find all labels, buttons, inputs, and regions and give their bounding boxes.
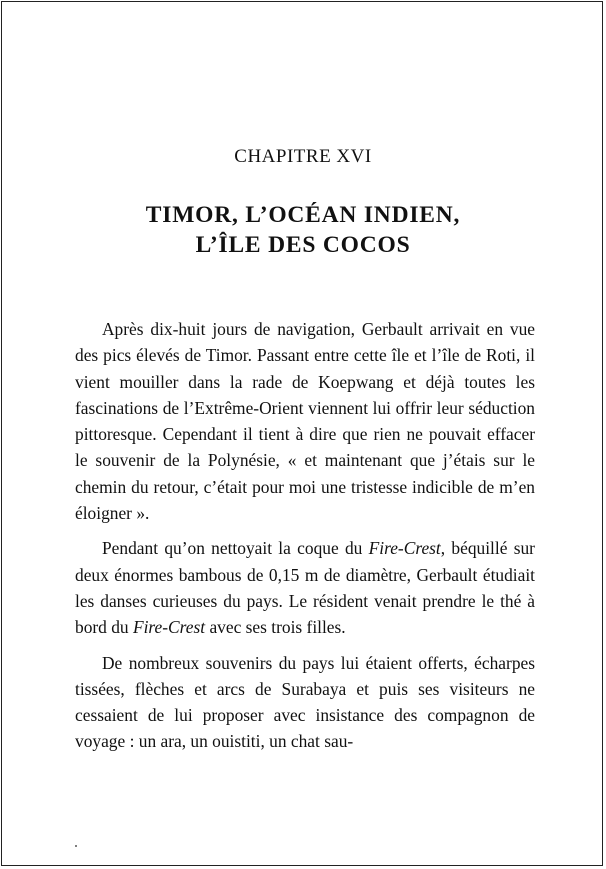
paragraph-3	[75, 650, 535, 755]
paragraph-text: avec ses trois filles.	[205, 617, 346, 638]
chapter-number: CHAPITRE XVI	[234, 146, 372, 167]
chapter-title	[0, 200, 606, 260]
ship-name: Fire-Crest	[368, 538, 441, 559]
paragraph-text: Après dix-huit jours de navigation, Gerbault arrivait en vue des pics élevés de Timor. Passant entre cette île et l’île de Roti, il vient mouiller dans la rade de Koepwang et déjà toutes les fascinations de l’Extrême-Orient viennent lui offrir leur séduction pittoresque. Cependant il tient à dire que rien ne pouvait effacer le souvenir de la Polynésie, « et maintenant que j’étais sur le chemin du retour, c’était pour moi une tristesse indicible de m’en éloigner ».	[75, 319, 535, 524]
ship-name: Fire-Crest	[132, 617, 206, 638]
chapter-title-line-2: L’ÎLE DES COCOS	[195, 232, 411, 258]
paragraph-text: , béquillé sur deux énormes bambous de 0,15 m de diamètre, Gerbault étudiait les danses curieuses du pays. Le résident venait prendre le thé à bord du	[75, 538, 535, 638]
scan-speck	[75, 845, 77, 847]
body-text	[75, 316, 535, 764]
chapter-title-line-1: TIMOR, L’OCÉAN INDIEN,	[145, 202, 461, 228]
paragraph-text: De nombreux souvenirs du pays lui étaient offerts, écharpes tissées, flèches et arcs de Surabaya et puis ses visiteurs ne cessaient de lui proposer avec insistance des compagnon de voyage : un ara, un ouistiti, un chat sau-	[75, 652, 535, 752]
paragraph-1	[75, 316, 535, 526]
paragraph-2	[75, 535, 535, 640]
paragraph-text: Pendant qu’on nettoyait la coque du	[102, 538, 369, 559]
